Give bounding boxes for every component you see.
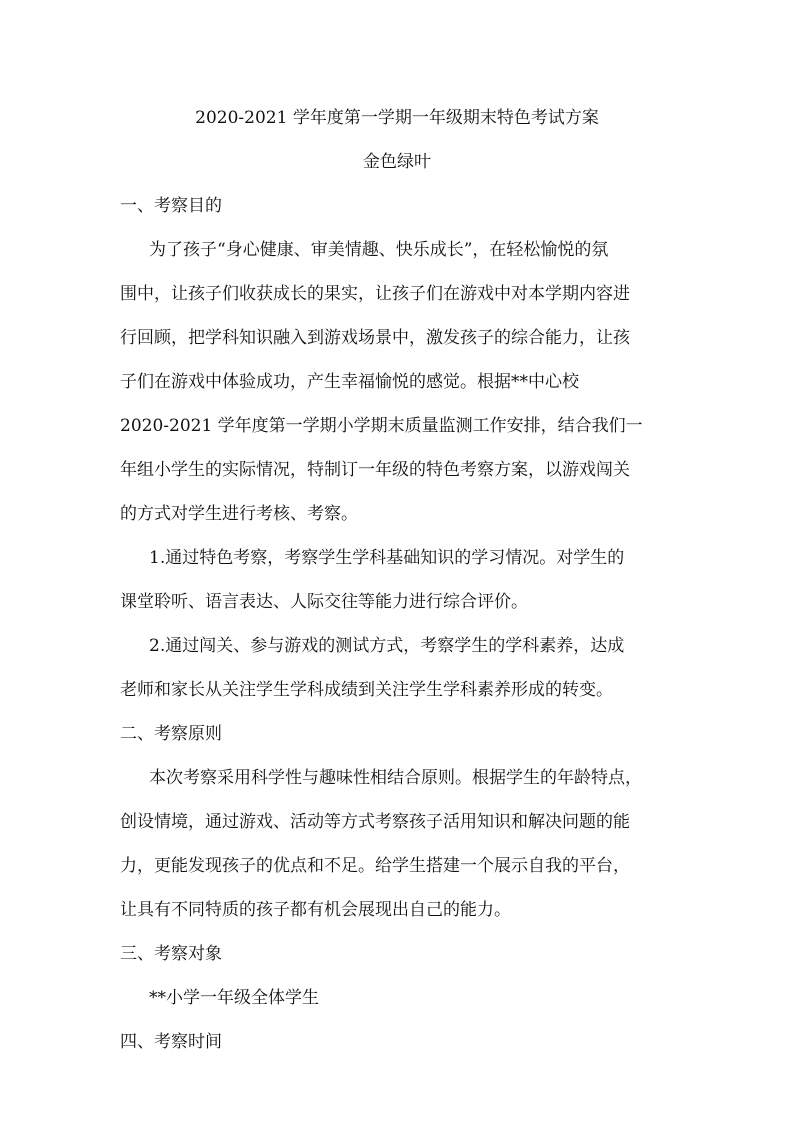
paragraph-line: 行回顾，把学科知识融入到游戏场景中，激发孩子的综合能力，让孩 xyxy=(120,328,630,348)
paragraph-line: 创设情境，通过游戏、活动等方式考察孩子活用知识和解决问题的能 xyxy=(120,812,630,832)
paragraph-line: 本次考察采用科学性与趣味性相结合原则。根据学生的年龄特点， xyxy=(149,768,642,788)
document-subtitle: 金色绿叶 xyxy=(363,152,431,172)
paragraph-line: 年组小学生的实际情况，特制订一年级的特色考察方案，以游戏闯关 xyxy=(120,460,630,480)
paragraph-line: 课堂聆听、语言表达、人际交往等能力进行综合评价。 xyxy=(120,592,528,612)
paragraph-line: 力，更能发现孩子的优点和不足。给学生搭建一个展示自我的平台， xyxy=(120,856,630,876)
paragraph-line: **小学一年级全体学生 xyxy=(149,988,319,1008)
section-heading-time: 四、考察时间 xyxy=(120,1032,222,1052)
section-heading-subjects: 三、考察对象 xyxy=(120,944,222,964)
paragraph-line: 子们在游戏中体验成功，产生幸福愉悦的感觉。根据**中心校 xyxy=(120,372,579,392)
paragraph-line: 为了孩子“身心健康、审美情趣、快乐成长”，在轻松愉悦的氛 xyxy=(149,240,609,260)
document-title: 2020-2021 学年度第一学期一年级期末特色考试方案 xyxy=(195,108,599,128)
paragraph-line: 2020-2021 学年度第一学期小学期末质量监测工作安排，结合我们一 xyxy=(120,416,643,436)
section-heading-principles: 二、考察原则 xyxy=(120,724,222,744)
paragraph-line: 围中，让孩子们收获成长的果实，让孩子们在游戏中对本学期内容进 xyxy=(120,284,630,304)
paragraph-line: 让具有不同特质的孩子都有机会展现出自己的能力。 xyxy=(120,900,511,920)
paragraph-line: 老师和家长从关注学生学科成绩到关注学生学科素养形成的转变。 xyxy=(120,680,613,700)
section-heading-purpose: 一、考察目的 xyxy=(120,196,222,216)
paragraph-line: 1.通过特色考察，考察学生学科基础知识的学习情况。对学生的 xyxy=(149,548,625,568)
paragraph-line: 的方式对学生进行考核、考察。 xyxy=(120,504,358,524)
paragraph-line: 2.通过闯关、参与游戏的测试方式，考察学生的学科素养，达成 xyxy=(149,636,625,656)
